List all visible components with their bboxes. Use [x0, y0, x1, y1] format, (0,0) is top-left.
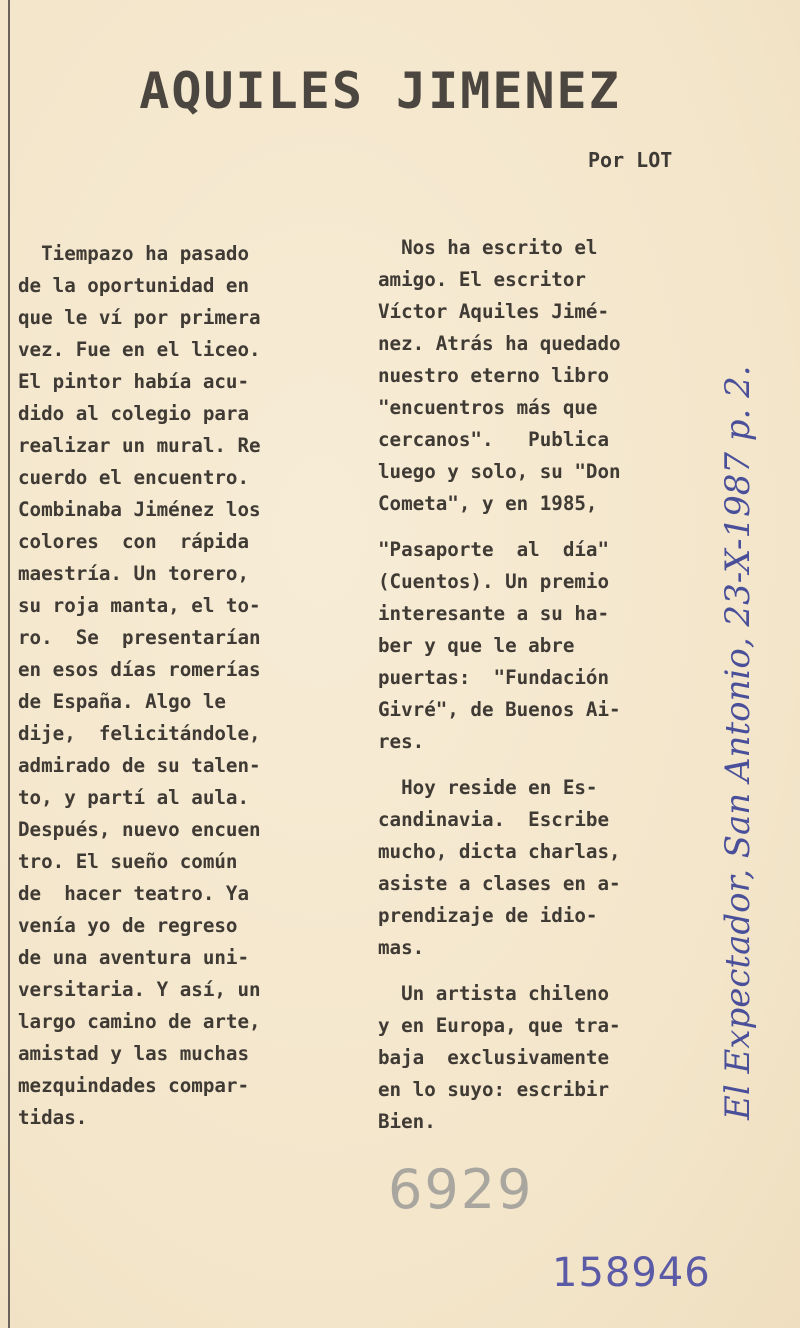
text-line: Un artista chileno [378, 982, 610, 1005]
text-line: en esos días romerías [18, 658, 261, 681]
text-line: candinavia. Escribe [378, 808, 610, 831]
text-line: dije, felicitándole, [18, 722, 261, 745]
article-title: AQUILES JIMENEZ [139, 62, 621, 120]
text-line: de España. Algo le [18, 690, 226, 713]
text-line: Tiempazo ha pasado [18, 242, 250, 265]
text-line: vez. Fue en el liceo. [18, 338, 261, 361]
clipping-edge-rule [8, 0, 10, 1328]
text-line: luego y solo, su "Don [378, 460, 621, 483]
right-column [378, 232, 734, 1138]
text-line: de la oportunidad en [18, 274, 250, 297]
text-line: y en Europa, que tra- [378, 1014, 621, 1037]
text-line: Nos ha escrito el [378, 236, 598, 259]
text-line: nuestro eterno libro [378, 364, 610, 387]
text-line: puertas: "Fundación [378, 666, 610, 689]
text-line: Bien. [378, 1110, 436, 1133]
text-line: largo camino de arte, [18, 1010, 261, 1033]
article-byline: Por LOT [588, 148, 673, 172]
text-line: to, y partí al aula. [18, 786, 250, 809]
text-line: dido al colegio para [18, 402, 250, 425]
text-line: nez. Atrás ha quedado [378, 332, 621, 355]
text-line: amigo. El escritor [378, 268, 586, 291]
text-line: en lo suyo: escribir [378, 1078, 610, 1101]
text-line: maestría. Un torero, [18, 562, 250, 585]
text-line: Cometa", y en 1985, [378, 492, 598, 515]
text-line: de una aventura uni- [18, 946, 250, 969]
text-line: prendizaje de idio- [378, 904, 598, 927]
text-line: asiste a clases en a- [378, 872, 621, 895]
text-line: interesante a su ha- [378, 602, 610, 625]
paragraph-gap [378, 520, 734, 534]
text-line: "Pasaporte al día" [378, 538, 610, 561]
text-line: res. [378, 730, 425, 753]
handwritten-margin-note: El Expectador, San Antonio, 23-X-1987 p. 2. [718, 365, 758, 1120]
text-line: Givré", de Buenos Ai- [378, 698, 621, 721]
text-line: de hacer teatro. Ya [18, 882, 250, 905]
text-line: versitaria. Y así, un [18, 978, 261, 1001]
text-line: que le ví por primera [18, 306, 261, 329]
text-line: mas. [378, 936, 425, 959]
text-line: su roja manta, el to- [18, 594, 261, 617]
text-line: realizar un mural. Re [18, 434, 261, 457]
text-line: venía yo de regreso [18, 914, 238, 937]
text-line: mucho, dicta charlas, [378, 840, 621, 863]
left-column [18, 238, 364, 1134]
text-line: tidas. [18, 1106, 88, 1129]
paragraph-gap [378, 964, 734, 978]
paragraph-gap [378, 758, 734, 772]
text-line: mezquindades compar- [18, 1074, 250, 1097]
text-line: (Cuentos). Un premio [378, 570, 610, 593]
text-line: baja exclusivamente [378, 1046, 610, 1069]
text-line: cercanos". Publica [378, 428, 610, 451]
text-line: amistad y las muchas [18, 1042, 250, 1065]
text-line: admirado de su talen- [18, 754, 261, 777]
text-line: Víctor Aquiles Jimé- [378, 300, 610, 323]
text-line: ber y que le abre [378, 634, 575, 657]
text-line: El pintor había acu- [18, 370, 250, 393]
text-line: colores con rápida [18, 530, 250, 553]
text-line: Combinaba Jiménez los [18, 498, 261, 521]
handwritten-inventory-number: 158946 [552, 1250, 711, 1296]
text-line: ro. Se presentarían [18, 626, 261, 649]
text-line: cuerdo el encuentro. [18, 466, 250, 489]
handwritten-catalog-number: 6929 [388, 1158, 534, 1221]
text-line: tro. El sueño común [18, 850, 238, 873]
text-line: Después, nuevo encuen [18, 818, 261, 841]
text-line: Hoy reside en Es- [378, 776, 598, 799]
text-line: "encuentros más que [378, 396, 598, 419]
